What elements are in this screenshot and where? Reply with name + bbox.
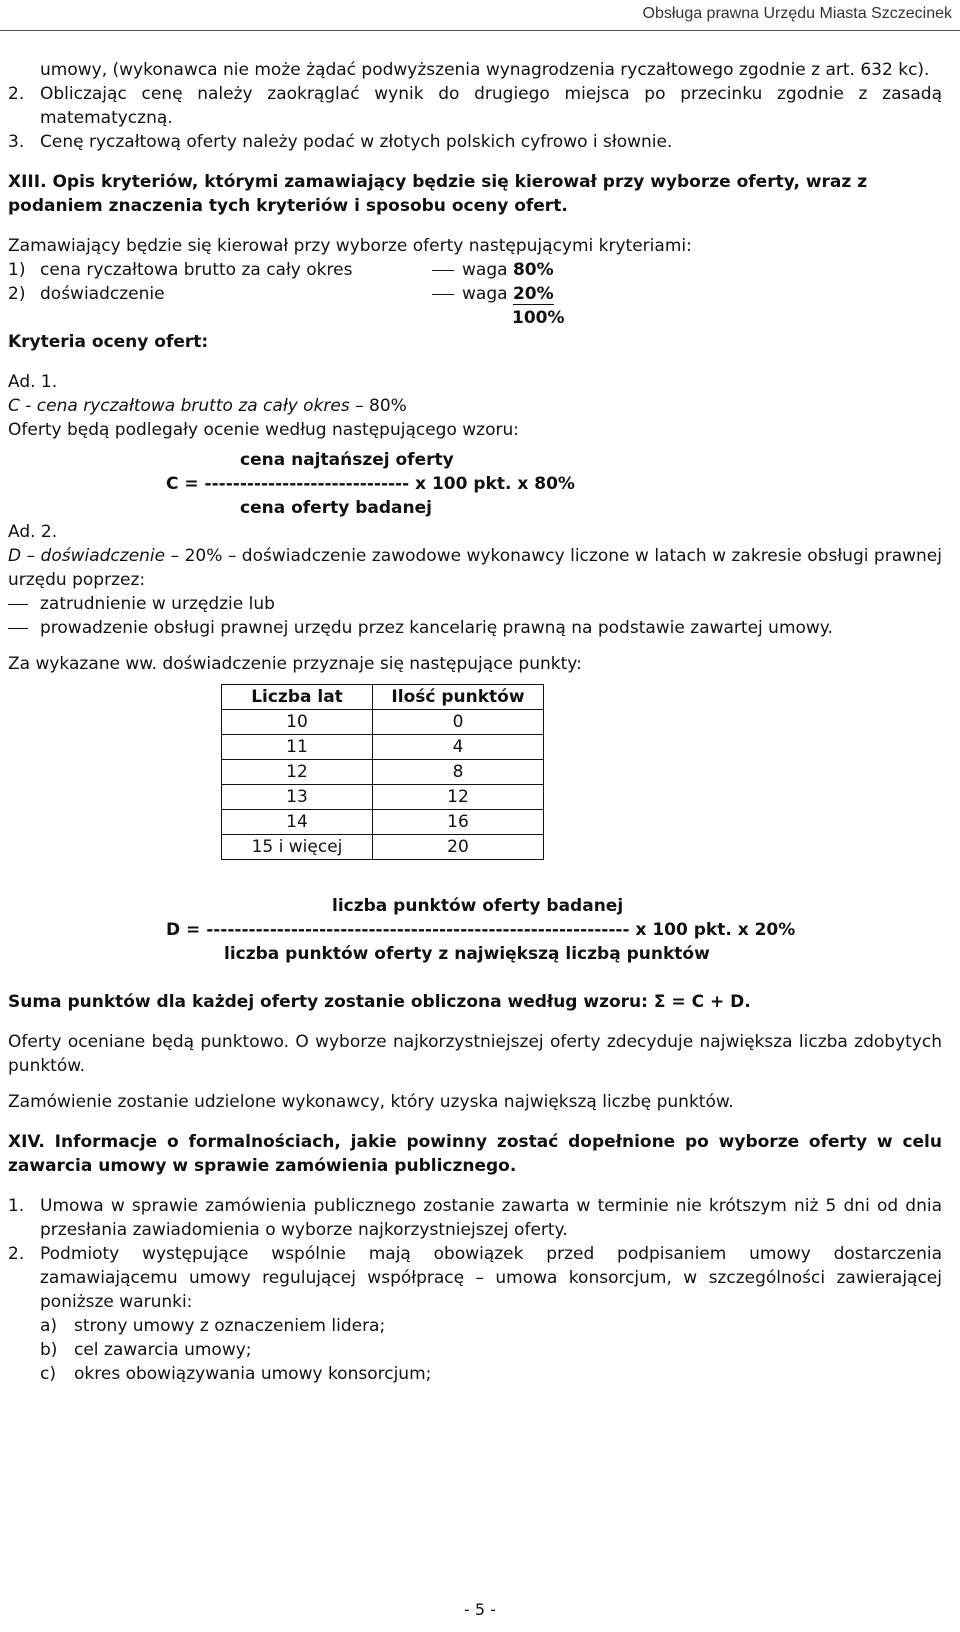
sub-list-item: c) okres obowiązywania umowy konsorcjum;: [40, 1364, 432, 1384]
list-item: prowadzenie obsługi prawnej urzędu przez kancelarię prawną na podstawie zawartej umowy.: [8, 616, 942, 640]
list-item: 2. Obliczając cenę należy zaokrąglać wynik do drugiego miejsca po przecinku zgodnie z zasadą matematyczną.: [8, 84, 942, 128]
ad1-label: Ad. 1.: [8, 372, 58, 392]
scoring-note: Oferty oceniane będą punktowo. O wyborze najkorzystniejszej oferty zdecyduje największa liczba zdobytych punktów.: [8, 1032, 942, 1076]
document-body: [8, 58, 942, 1386]
c-formula: cena najtańszej oferty C = ----------------------------- x 100 pkt. x 80% cena oferty badanej: [166, 450, 575, 518]
d-formula: liczba punktów oferty badanej D = ------------------------------------------------------------ x 100 pkt. x 20% liczba punktów oferty z największą liczbą punktów: [166, 896, 796, 964]
table-row: 15 i więcej 20: [222, 835, 544, 860]
list-item: 2. Podmioty występujące wspólnie mają obowiązek przed podpisaniem umowy dostarczenia zamawiającemu umowy regulującej współpracę – umowa konsorcjum, w szczególności zawierającej poniższe warunki:: [8, 1244, 942, 1312]
dash-mark: [432, 270, 454, 271]
criteria-lead: Zamawiający będzie się kierował przy wyborze oferty następującymi kryteriami:: [8, 236, 692, 256]
d-definition: D – doświadczenie – 20% – doświadczenie zawodowe wykonawcy liczone w latach w zakresie obsługi prawnej urzędu poprzez:: [8, 546, 942, 590]
list-item: 3. Cenę ryczałtową oferty należy podać w złotych polskich cyfrowo i słownie.: [8, 132, 673, 152]
intro-line: umowy, (wykonawca nie może żądać podwyższenia wynagrodzenia ryczałtowego zgodnie z art. 632 kc).: [40, 60, 930, 80]
table-row: 11 4: [222, 735, 544, 760]
weight-total: 100%: [512, 308, 565, 328]
dash-mark: [432, 294, 454, 295]
rating-heading: Kryteria oceny ofert:: [8, 332, 209, 352]
table-header-row: Liczba lat Ilość punktów: [222, 685, 544, 710]
criterion-row: 1) cena ryczałtowa brutto za cały okres waga 80%: [8, 260, 554, 280]
sub-list-item: a) strony umowy z oznaczeniem lidera;: [40, 1316, 386, 1336]
list-item: 1. Umowa w sprawie zamówienia publicznego zostanie zawarta w terminie nie krótszym niż 5 dni od dnia przesłania zawiadomienia o wyborze najkorzystniejszej oferty.: [8, 1196, 942, 1240]
table-row: 10 0: [222, 710, 544, 735]
sum-formula: Suma punktów dla każdej oferty zostanie obliczona według wzoru: Σ = C + D.: [8, 992, 751, 1012]
table-row: 12 8: [222, 760, 544, 785]
table-row: 13 12: [222, 785, 544, 810]
dash-bullet: [8, 616, 40, 640]
c-formula-intro: Oferty będą podlegały ocenie według następującego wzoru:: [8, 420, 519, 440]
table-row: 14 16: [222, 810, 544, 835]
ad2-label: Ad. 2.: [8, 522, 58, 542]
section-heading-xiii: XIII. Opis kryteriów, którymi zamawiający będzie się kierował przy wyborze oferty, wraz z podaniem znaczenia tych kryteriów i sposobu oceny ofert.: [8, 172, 868, 216]
criterion-row: 2) doświadczenie waga 20%: [8, 284, 554, 304]
header-title: Obsługa prawna Urzędu Miasta Szczecinek: [642, 5, 952, 22]
points-intro: Za wykazane ww. doświadczenie przyznaje się następujące punkty:: [8, 654, 582, 674]
c-definition: C - cena ryczałtowa brutto za cały okres – 80%: [8, 396, 407, 416]
sub-list-item: b) cel zawarcia umowy;: [40, 1340, 252, 1360]
points-table: [221, 684, 544, 860]
award-note: Zamówienie zostanie udzielone wykonawcy, który uzyska największą liczbę punktów.: [8, 1092, 734, 1112]
section-heading-xiv: XIV. Informacje o formalnościach, jakie powinny zostać dopełnione po wyborze oferty w celu zawarcia umowy w sprawie zamówienia publicznego.: [8, 1132, 942, 1176]
page-header: [0, 0, 960, 31]
list-item: zatrudnienie w urzędzie lub: [8, 592, 942, 616]
dash-bullet: [8, 592, 40, 616]
page-number: - 5 -: [464, 1600, 496, 1619]
